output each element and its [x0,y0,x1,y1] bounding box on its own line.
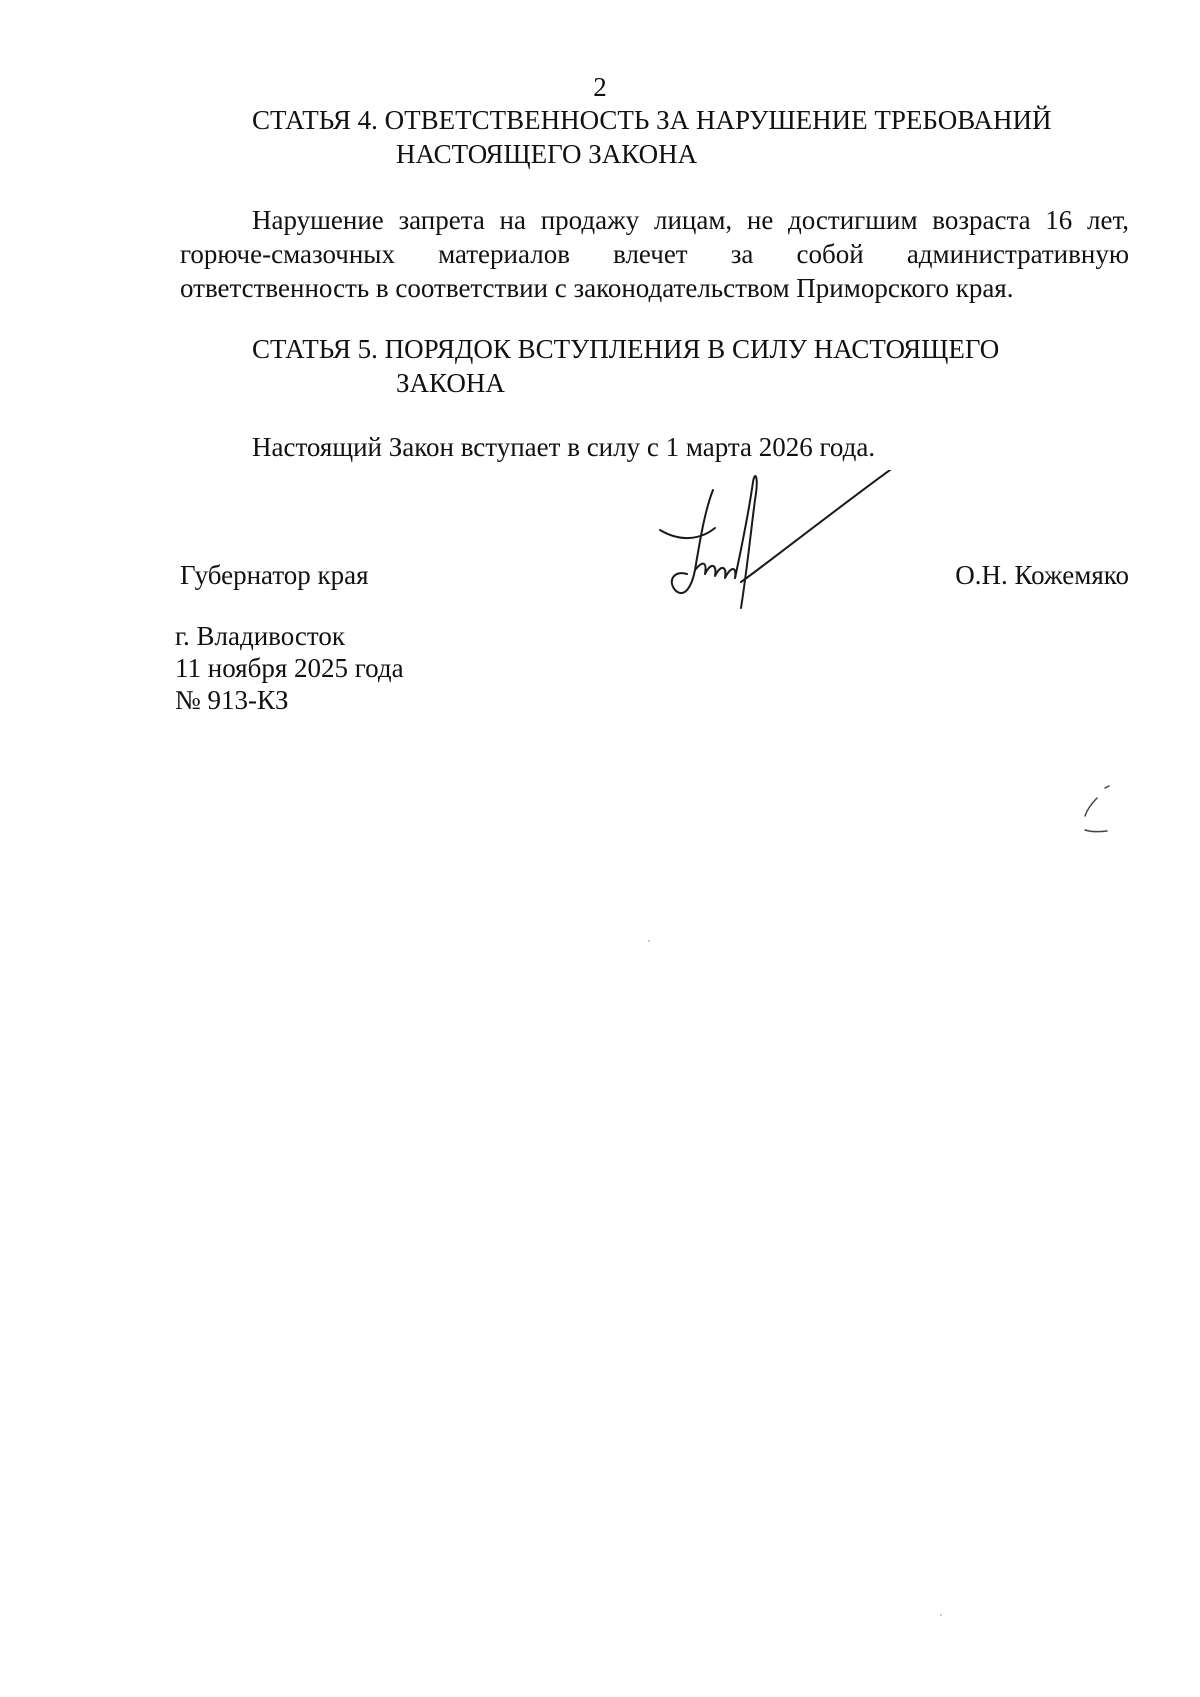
handwritten-signature [655,470,895,635]
article-5-heading-line-1: СТАТЬЯ 5. ПОРЯДОК ВСТУПЛЕНИЯ В СИЛУ НАСТОЯЩЕГО [252,334,1000,364]
article-4-text: Нарушение запрета на продажу лицам, не достигшим возраста 16 лет, горюче-смазочных материалов влечет за собой административную ответственность в соответствии с законодательством Приморского края. [180,205,1129,303]
article-4-paragraph [180,203,1129,305]
governor-title: Губернатор края [180,560,369,590]
law-number: № 913-КЗ [175,685,289,715]
date: 11 ноября 2025 года [175,653,404,683]
article-4-heading [252,103,1132,171]
city: г. Владивосток [175,621,345,651]
article-5-text: Настоящий Закон вступает в силу с 1 марта 2026 года. [252,432,876,462]
scan-dust [648,940,650,942]
scan-artifact-mark [1075,780,1115,840]
page-number: 2 [593,72,607,102]
article-5-heading [252,332,1132,400]
document-footer [175,620,404,716]
article-4-heading-line-1: СТАТЬЯ 4. ОТВЕТСТВЕННОСТЬ ЗА НАРУШЕНИЕ ТРЕБОВАНИЙ [252,105,1052,135]
article-5-paragraph [180,430,1129,464]
governor-name: О.Н. Кожемяко [955,560,1129,590]
article-5-heading-line-2: ЗАКОНА [396,368,505,398]
scan-dust [940,1614,942,1616]
article-4-heading-line-2: НАСТОЯЩЕГО ЗАКОНА [396,139,698,169]
